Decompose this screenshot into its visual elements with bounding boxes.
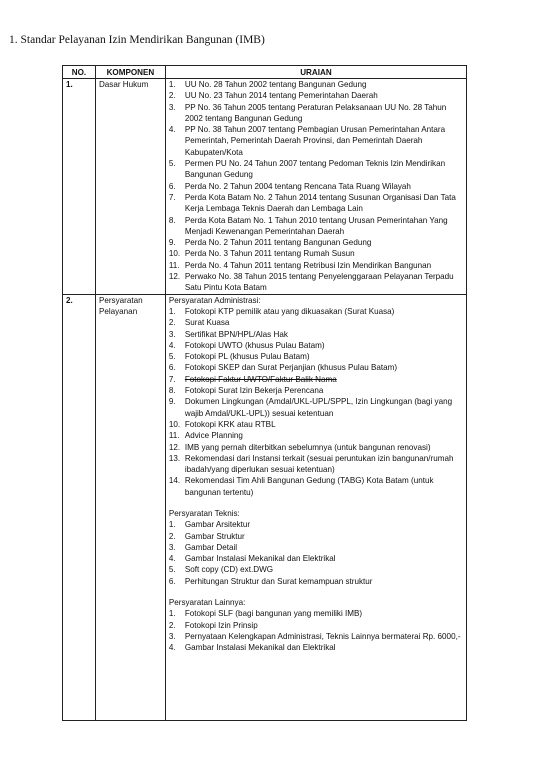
- row-description: [165, 294, 466, 720]
- list-item: [169, 576, 463, 587]
- list-item-number: 5.: [168, 159, 176, 169]
- list-item-number: 7.: [168, 192, 176, 202]
- list-item-number: 3.: [168, 631, 176, 641]
- list-item-text: Fotokopi KTP pemilik atau yang dikuasakan (Surat Kuasa): [184, 306, 395, 316]
- list-item: [169, 453, 463, 476]
- list-item-number: 4.: [168, 643, 176, 653]
- list-item: [169, 79, 463, 90]
- list-item-number: 14.: [168, 476, 181, 486]
- list-item-number: 3.: [168, 329, 176, 339]
- list-item: [169, 631, 463, 642]
- list-item-text: UU No. 28 Tahun 2002 tentang Bangunan Gedung: [184, 80, 367, 89]
- list-item-text: PP No. 38 Tahun 2007 tentang Pembagian Urusan Pemerintahan Antara Pemerintah, Pemerintah Daerah Provinsi, dan Pemerintah Daerah Kabupaten/Kota: [184, 125, 446, 157]
- item-list: [169, 79, 463, 294]
- list-item: [169, 362, 463, 373]
- list-item-number: 8.: [168, 215, 176, 225]
- row-description: [165, 79, 466, 295]
- list-item-text: Fotokopi PL (khusus Pulau Batam): [184, 352, 310, 362]
- table-header-row: [63, 66, 467, 79]
- list-item: [169, 519, 463, 530]
- list-item-number: 1.: [168, 609, 176, 619]
- list-item-text: Fotokopi KRK atau RTBL: [184, 419, 276, 429]
- list-item-text: Gambar Arsitektur: [184, 520, 251, 530]
- list-item: [169, 531, 463, 542]
- list-item: [169, 351, 463, 362]
- list-item-text: Gambar Instalasi Mekanikal dan Elektrikal: [184, 643, 336, 653]
- list-item-text: Fotokopi UWTO (khusus Pulau Batam): [184, 340, 325, 350]
- list-item-number: 10.: [168, 419, 181, 429]
- header-uraian: URAIAN: [165, 66, 466, 79]
- list-item: [169, 90, 463, 101]
- list-item-text: Gambar Detail: [184, 542, 238, 552]
- list-item: [169, 442, 463, 453]
- list-item-number: 6.: [168, 576, 176, 586]
- list-item: [169, 102, 463, 125]
- list-item-text: Perda No. 4 Tahun 2011 tentang Retribusi Izin Mendirikan Bangunan: [184, 260, 432, 270]
- list-item-number: 13.: [168, 453, 181, 463]
- list-item-number: 1.: [168, 80, 176, 89]
- section-gap: [169, 498, 463, 508]
- list-item-number: 12.: [168, 442, 181, 452]
- list-item-number: 8.: [168, 386, 176, 396]
- row-component: Persyaratan Pelayanan: [95, 294, 165, 720]
- list-item: [169, 329, 463, 340]
- list-item-text: Fotokopi Surat Izin Bekerja Perencana: [184, 386, 324, 396]
- list-item-number: 2.: [168, 318, 176, 328]
- list-item: [169, 237, 463, 248]
- list-item-number: 1.: [168, 306, 176, 316]
- list-item-number: 9.: [168, 238, 176, 248]
- item-list: [169, 608, 463, 653]
- row-number: 2.: [63, 294, 96, 720]
- list-item-text: Soft copy (CD) ext.DWG: [184, 565, 274, 575]
- list-item-number: 6.: [168, 363, 176, 373]
- list-item: [169, 260, 463, 271]
- list-item-number: 6.: [168, 181, 176, 191]
- section-heading: 1. Standar Pelayanan Izin Mendirikan Bangunan (IMB): [9, 34, 265, 46]
- list-item: [169, 124, 463, 158]
- list-item: [169, 215, 463, 238]
- list-item-text: Fotokopi Izin Prinsip: [184, 620, 258, 630]
- item-list: [169, 306, 463, 498]
- table-row: [63, 79, 467, 295]
- list-item-text: Perhitungan Struktur dan Surat kemampuan struktur: [184, 576, 373, 586]
- list-item: [169, 620, 463, 631]
- list-item-number: 5.: [168, 352, 176, 362]
- list-item-text: Perwako No. 38 Tahun 2015 tentang Penyelenggaraan Pelayanan Terpadu Satu Pintu Kota Batam: [184, 272, 454, 293]
- list-item-number: 1.: [168, 520, 176, 530]
- list-item-number: 2.: [168, 531, 176, 541]
- table-body: [63, 79, 467, 721]
- header-no: NO.: [63, 66, 96, 79]
- section-gap: [169, 587, 463, 597]
- list-item-number: 4.: [168, 125, 176, 135]
- list-item-number: 11.: [168, 431, 180, 441]
- list-item: [169, 608, 463, 619]
- list-item-text: Advice Planning: [184, 431, 243, 441]
- list-item: [169, 396, 463, 419]
- list-item-number: 7.: [168, 374, 176, 384]
- list-item: [169, 271, 463, 294]
- list-item-text: Gambar Struktur: [184, 531, 245, 541]
- list-item-text: UU No. 23 Tahun 2014 tentang Pemerintahan Daerah: [184, 91, 378, 101]
- list-item: [169, 306, 463, 317]
- table-row: [63, 294, 467, 720]
- list-item-text: Permen PU No. 24 Tahun 2007 tentang Pedoman Teknis Izin Mendirikan Bangunan Gedung: [184, 159, 446, 180]
- list-item-text: Perda No. 2 Tahun 2011 tentang Bangunan Gedung: [184, 238, 372, 248]
- list-item-text: Fotokopi SLF (bagi bangunan yang memiliki IMB): [184, 609, 363, 619]
- list-item-text: PP No. 36 Tahun 2005 tentang Peraturan Pelaksanaan UU No. 28 Tahun 2002 tentang Bangunan Gedung: [184, 102, 447, 123]
- list-item: [169, 340, 463, 351]
- list-item-text: Perda Kota Batam No. 1 Tahun 2010 tentang Urusan Pemerintahan Yang Menjadi Kewenangan Pemerintahan Daerah: [184, 215, 448, 236]
- list-item-number: 11.: [168, 260, 180, 270]
- list-item-text: Gambar Instalasi Mekanikal dan Elektrikal: [184, 554, 336, 564]
- standard-table: [62, 65, 467, 721]
- list-item: [169, 430, 463, 441]
- requirement-section-title: Persyaratan Lainnya:: [168, 598, 246, 608]
- requirement-section-title: Persyaratan Administrasi:: [168, 295, 261, 305]
- list-item-number: 4.: [168, 340, 176, 350]
- list-item-number: 3.: [168, 542, 176, 552]
- list-item: [169, 317, 463, 328]
- list-item-text: Pernyataan Kelengkapan Administrasi, Teknis Lainnya bermaterai Rp. 6000,-: [184, 631, 461, 641]
- list-item-text: Rekomendasi Tim Ahli Bangunan Gedung (TABG) Kota Batam (untuk bangunan tertentu): [184, 476, 434, 497]
- list-item: [169, 419, 463, 430]
- list-item-number: 4.: [168, 554, 176, 564]
- list-item: [169, 192, 463, 215]
- list-item: [169, 553, 463, 564]
- header-komponen: KOMPONEN: [95, 66, 165, 79]
- list-item: [169, 642, 463, 653]
- list-item-text: Rekomendasi dari Instansi terkait (sesuai peruntukan izin bangunan/rumah ibadah/yang diperlukan sesuai ketentuan): [184, 453, 454, 475]
- list-item: [169, 158, 463, 181]
- list-item-number: 2.: [168, 91, 176, 101]
- row-component: Dasar Hukum: [95, 79, 165, 295]
- list-item: [169, 181, 463, 192]
- list-item-text: Fotokopi Faktur UWTO/Faktur Balik Nama: [184, 374, 337, 384]
- list-item: [169, 542, 463, 553]
- list-item-text: IMB yang pernah diterbitkan sebelumnya (untuk bangunan renovasi): [184, 442, 431, 452]
- list-item-text: Perda Kota Batam No. 2 Tahun 2014 tentang Susunan Organisasi Dan Tata Kerja Lembaga Teknis Daerah dan Lembaga Lain: [184, 192, 456, 214]
- list-item-text: Dokumen Lingkungan (Amdal/UKL-UPL/SPPL, Izin Lingkungan (bagi yang wajib Amdal/UKL-UPL)) sesuai ketentuan: [184, 397, 453, 418]
- list-item: [169, 385, 463, 396]
- list-item: [169, 374, 463, 385]
- list-item-number: 3.: [168, 102, 176, 112]
- list-item: [169, 564, 463, 575]
- list-item-text: Perda No. 2 Tahun 2004 tentang Rencana Tata Ruang Wilayah: [184, 181, 411, 191]
- list-item-number: 12.: [168, 272, 181, 282]
- requirement-section-title: Persyaratan Teknis:: [168, 508, 240, 518]
- list-item-number: 2.: [168, 620, 176, 630]
- list-item-text: Surat Kuasa: [184, 318, 230, 328]
- list-item: [169, 475, 463, 498]
- list-item: [169, 248, 463, 259]
- list-item-number: 5.: [168, 565, 176, 575]
- list-item-number: 9.: [168, 397, 176, 407]
- list-item-number: 10.: [168, 249, 181, 259]
- list-item-text: Fotokopi SKEP dan Surat Perjanjian (khusus Pulau Batam): [184, 363, 398, 373]
- item-list: [169, 519, 463, 587]
- row-number: 1.: [63, 79, 96, 295]
- list-item-text: Sertifikat BPN/HPL/Alas Hak: [184, 329, 288, 339]
- list-item-text: Perda No. 3 Tahun 2011 tentang Rumah Susun: [184, 249, 355, 259]
